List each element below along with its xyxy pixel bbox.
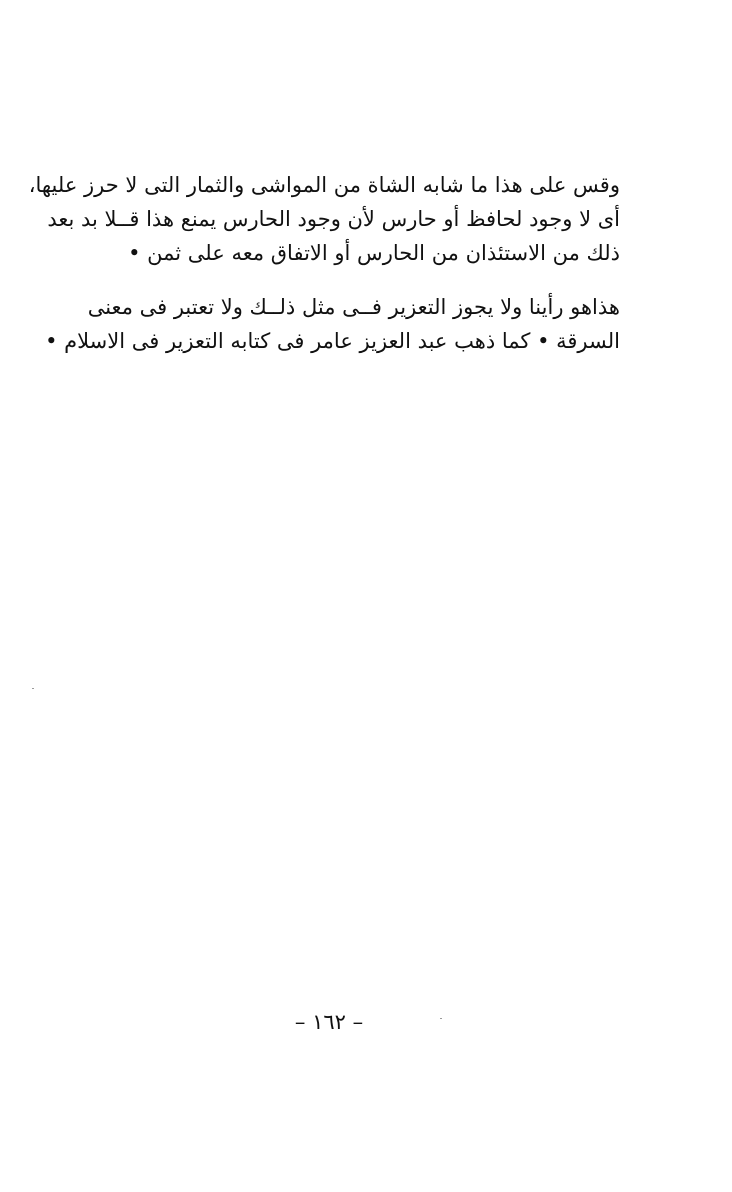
paragraph-1 bbox=[28, 168, 620, 270]
scan-speck bbox=[32, 688, 34, 689]
paragraph-2 bbox=[45, 290, 620, 358]
paragraph-line: وقس على هذا ما شابه الشاة من المواشى والثمار التى لا حرز عليها، bbox=[28, 173, 620, 197]
page-number: – ١٦٢ – bbox=[294, 1010, 364, 1034]
paragraph-line: أى لا وجود لحافظ أو حارس لأن وجود الحارس يمنع هذا قــلا بد بعد bbox=[47, 207, 620, 231]
scan-speck bbox=[440, 1018, 442, 1019]
paragraph-line: هذاهو رأينا ولا يجوز التعزير فــى مثل ذلــك ولا تعتبر فى معنى bbox=[87, 295, 620, 319]
paragraph-line: ذلك من الاستئذان من الحارس أو الاتفاق معه على ثمن • bbox=[128, 241, 620, 265]
paragraph-line: السرقة • كما ذهب عبد العزيز عامر فى كتابه التعزير فى الاسلام • bbox=[45, 329, 620, 353]
